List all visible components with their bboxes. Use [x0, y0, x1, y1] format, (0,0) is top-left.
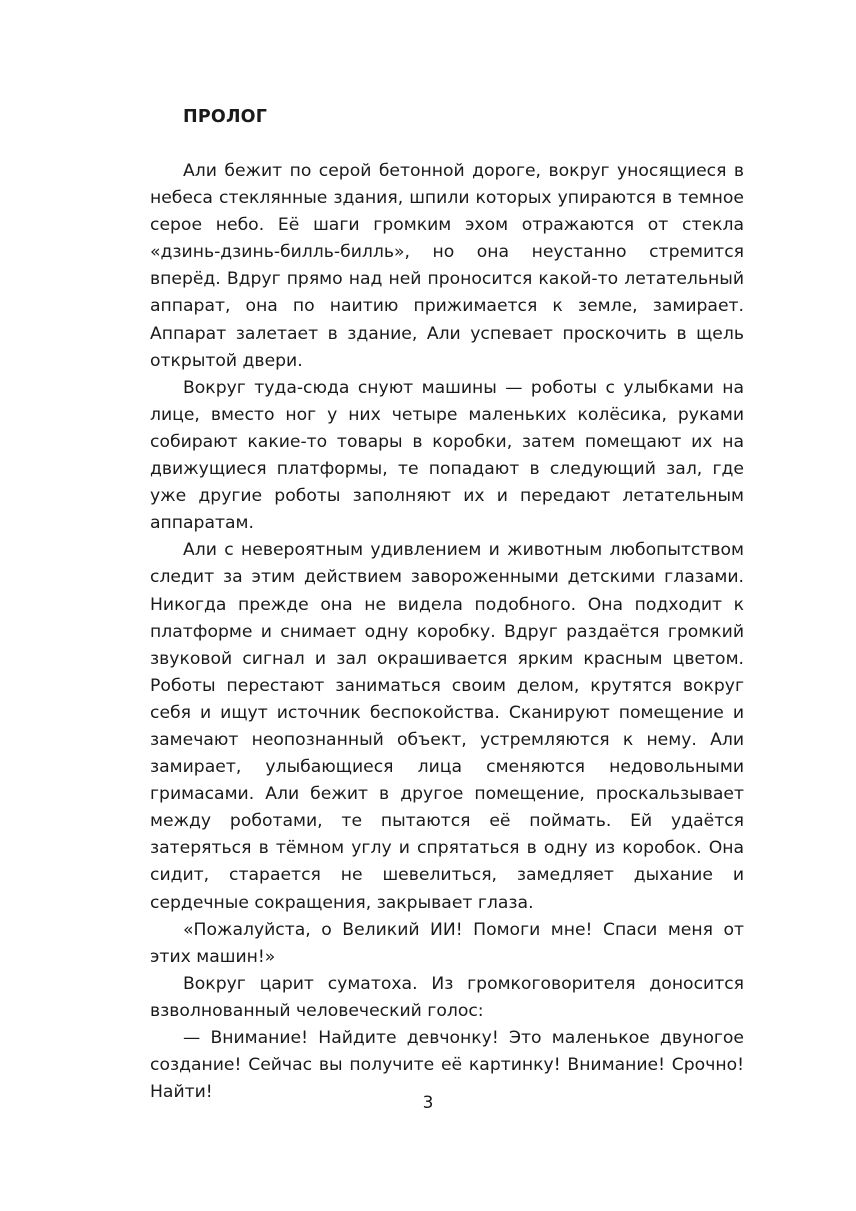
paragraph-1: Али бежит по серой бетонной дороге, вокруг уносящиеся в небеса стеклянные здания, шпили которых упираются в темное серое небо. Её шаги громким эхом отражаются от стекла «дзинь-дзинь-билль-билль», но она неустанно стремится вперёд. Вдруг прямо над ней проносится какой-то летательный аппарат, она по наитию прижимается к земле, замирает. Аппарат залетает в здание, Али успевает проскочить в щель открытой двери. [150, 161, 744, 371]
paragraph-5: Вокруг царит суматоха. Из громкоговорителя доносится взволнованный человеческий голос: [150, 973, 744, 1021]
page-body [150, 100, 744, 1106]
paragraph-4: «Пожалуйста, о Великий ИИ! Помоги мне! Спаси меня от этих машин!» [150, 919, 744, 967]
paragraph-3: Али с невероятным удивлением и животным любопытством следит за этим действием завороженными детскими глазами. Никогда прежде она не видела подобного. Она подходит к платформе и снимает одну коробку. Вдруг раздаётся громкий звуковой сигнал и зал окрашивается ярким красным цветом. Роботы перестают заниматься своим делом, крутятся вокруг себя и ищут источник беспокойства. Сканируют помещение и замечают неопознанный объект, устремляются к нему. Али замирает, улыбающиеся лица сменяются недовольными гримасами. Али бежит в другое помещение, проскальзывает между роботами, те пытаются её поймать. Ей удаётся затеряться в тёмном углу и спрятаться в одну из коробок. Она сидит, старается не шевелиться, замедляет дыхание и сердечные сокращения, закрывает глаза. [150, 540, 744, 913]
chapter-title: ПРОЛОГ [183, 107, 268, 127]
paragraph-2: Вокруг туда-сюда снуют машины — роботы с улыбками на лице, вместо ног у них четыре маленьких колёсика, руками собирают какие-то товары в коробки, затем помещают их на движущиеся платформы, те попадают в следующий зал, где уже другие роботы заполняют их и передают летательным аппаратам. [150, 377, 744, 534]
paragraph-6: — Внимание! Найдите девчонку! Это маленькое двуногое создание! Сейчас вы получите её картинку! Внимание! Срочно! Найти! [150, 1028, 744, 1103]
page-number: 3 [422, 1093, 434, 1113]
